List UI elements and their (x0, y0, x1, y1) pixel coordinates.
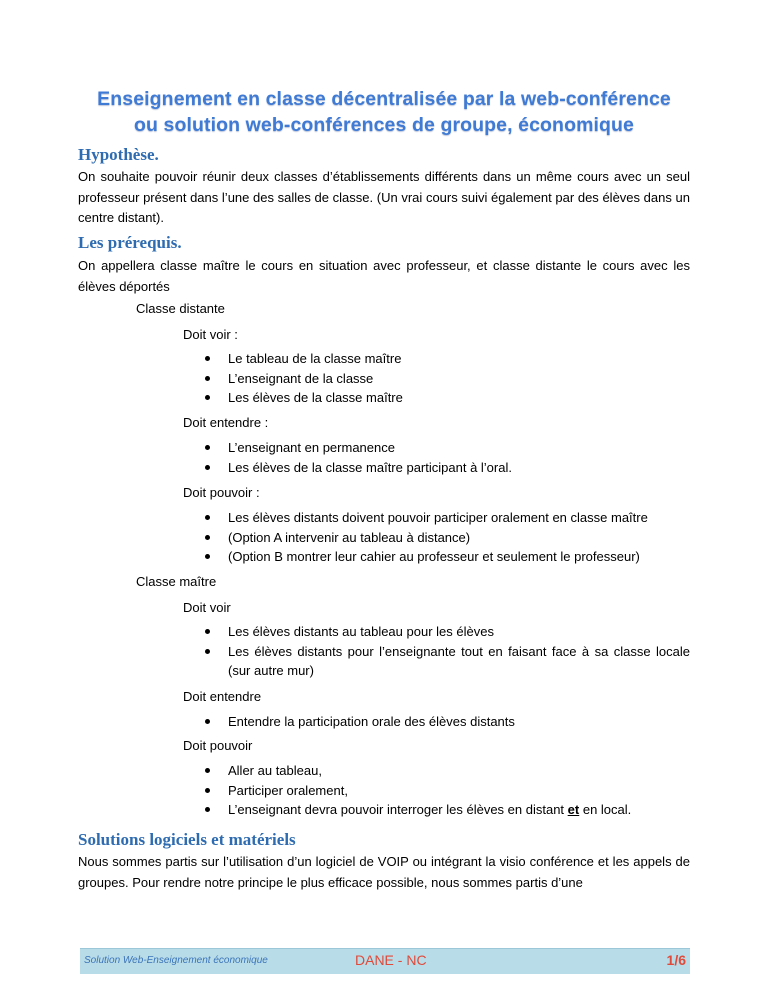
document-title-line-1: Enseignement en classe décentralisée par la web-conférence (97, 88, 671, 110)
list-item: Les élèves de la classe maître participant à l’oral. (205, 458, 690, 478)
list-item: Les élèves distants au tableau pour les élèves (205, 622, 690, 642)
list-item-text: L’enseignant devra pouvoir interroger les élèves en distant (228, 802, 568, 818)
list-item: Les élèves distants doivent pouvoir participer oralement en classe maître (205, 508, 690, 528)
list-distante-voir (205, 349, 690, 408)
list-item: Les élèves de la classe maître (205, 388, 690, 408)
list-item (205, 800, 690, 820)
heading-solutions: Solutions logiciels et matériels (78, 830, 296, 849)
paragraph-solutions: Nous sommes partis sur l’utilisation d’un logiciel de VOIP ou intégrant la visio conférence et les appels de groupes. Pour rendre notre principe le plus efficace possible, nous sommes partis d’une (78, 854, 690, 890)
list-item: L’enseignant en permanence (205, 438, 690, 458)
footer-organization: DANE - NC (355, 952, 427, 968)
label-classe-maitre: Classe maître (136, 574, 217, 589)
list-maitre-entendre (205, 712, 690, 732)
footer-page-number: 1/6 (666, 952, 686, 968)
list-item: L’enseignant de la classe (205, 369, 690, 389)
list-item: Le tableau de la classe maître (205, 349, 690, 369)
label-classe-distante: Classe distante (136, 301, 225, 316)
label-distante-doit-entendre: Doit entendre : (183, 415, 269, 430)
list-item: (Option B montrer leur cahier au professeur et seulement le professeur) (205, 547, 690, 567)
footer-document-name: Solution Web-Enseignement économique (84, 955, 268, 966)
list-maitre-voir (205, 622, 690, 681)
list-item: Participer oralement, (205, 781, 690, 801)
list-item: Entendre la participation orale des élèves distants (205, 712, 690, 732)
label-distante-doit-pouvoir: Doit pouvoir : (183, 485, 260, 500)
document-title-line-2: ou solution web-conférences de groupe, économique (133, 114, 635, 136)
emphasis-et: et (567, 802, 580, 818)
label-maitre-doit-entendre: Doit entendre (183, 689, 262, 704)
list-item: Les élèves distants pour l’enseignante tout en faisant face à sa classe locale (sur autre mur) (205, 642, 690, 681)
list-distante-pouvoir (205, 508, 690, 567)
heading-prerequis: Les prérequis. (78, 233, 182, 252)
label-maitre-doit-pouvoir: Doit pouvoir (183, 738, 253, 753)
label-maitre-doit-voir: Doit voir (183, 600, 231, 615)
list-item: Aller au tableau, (205, 761, 690, 781)
page-footer (80, 948, 690, 974)
list-distante-entendre (205, 438, 690, 477)
paragraph-hypothese: On souhaite pouvoir réunir deux classes d’établissements différents dans un même cours avec un seul professeur présent dans l’une des salles de classe. (Un vrai cours suivi également par des élèves dans un centre distant). (78, 169, 690, 225)
heading-hypothese: Hypothèse. (78, 145, 159, 164)
label-distante-doit-voir: Doit voir : (183, 327, 238, 342)
list-maitre-pouvoir (205, 761, 690, 820)
list-item-text: en local. (579, 802, 632, 818)
list-item: (Option A intervenir au tableau à distance) (205, 528, 690, 548)
paragraph-prerequis: On appellera classe maître le cours en situation avec professeur, et classe distante le cours avec les élèves déportés (78, 258, 690, 294)
